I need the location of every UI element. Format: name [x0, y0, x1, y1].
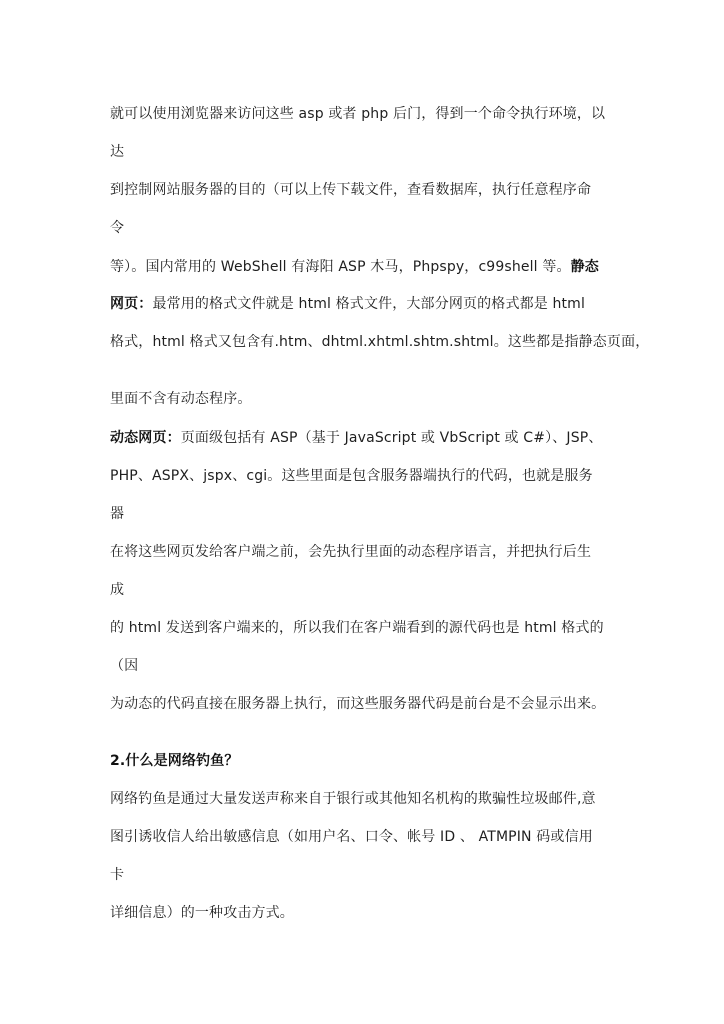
paragraph-line: 成 — [110, 582, 125, 598]
paragraph-line: 达 — [110, 144, 125, 160]
paragraph-text: 页面级包括有 ASP（基于 JavaScript 或 VbScript 或 C#）、JSP、 — [180, 430, 603, 446]
paragraph-line: 网络钓鱼是通过大量发送声称来自于银行或其他知名机构的欺骗性垃圾邮件,意 — [110, 791, 596, 807]
paragraph-line: 器 — [110, 506, 125, 522]
static-page-heading-part: 静态 — [570, 259, 599, 275]
paragraph-line: 格式，html 格式又包含有.htm、dhtml.xhtml.shtm.shtml。这些都是指静态页面， — [110, 334, 650, 350]
dynamic-page-heading-label: 动态网页： — [110, 430, 181, 446]
paragraph-line: 的 html 发送到客户端来的，所以我们在客户端看到的源代码也是 html 格式的 — [110, 620, 604, 636]
paragraph-line — [110, 295, 585, 313]
paragraph-line — [110, 429, 602, 447]
paragraph-text: 等）。国内常用的 WebShell 有海阳 ASP 木马，Phpspy，c99shell 等。 — [110, 259, 571, 275]
paragraph-line: 详细信息）的一种攻击方式。 — [110, 905, 294, 921]
paragraph-line: 为动态的代码直接在服务器上执行，而这些服务器代码是前台是不会显示出来。 — [110, 696, 606, 712]
paragraph-line: 图引诱收信人给出敏感信息（如用户名、口令、帐号 ID 、 ATMPIN 码或信用 — [110, 829, 593, 845]
paragraph-text: 最常用的格式文件就是 html 格式文件，大部分网页的格式都是 html — [152, 296, 585, 312]
paragraph-line: 令 — [110, 220, 125, 236]
paragraph-line: 卡 — [110, 867, 125, 883]
paragraph-line: 就可以使用浏览器来访问这些 asp 或者 php 后门，得到一个命令执行环境，以 — [110, 106, 606, 122]
section-heading: 2.什么是网络钓鱼？ — [110, 753, 239, 769]
paragraph-line: 到控制网站服务器的目的（可以上传下载文件，查看数据库，执行任意程序命 — [110, 182, 592, 198]
paragraph-line: 在将这些网页发给客户端之前，会先执行里面的动态程序语言，并把执行后生 — [110, 544, 592, 560]
paragraph-line — [110, 258, 599, 276]
paragraph-line: （因 — [110, 658, 139, 674]
static-page-heading-label: 网页： — [110, 296, 153, 312]
paragraph-line: 里面不含有动态程序。 — [110, 391, 252, 407]
paragraph-line: PHP、ASPX、jspx、cgi。这些里面是包含服务器端执行的代码，也就是服务 — [110, 468, 593, 484]
